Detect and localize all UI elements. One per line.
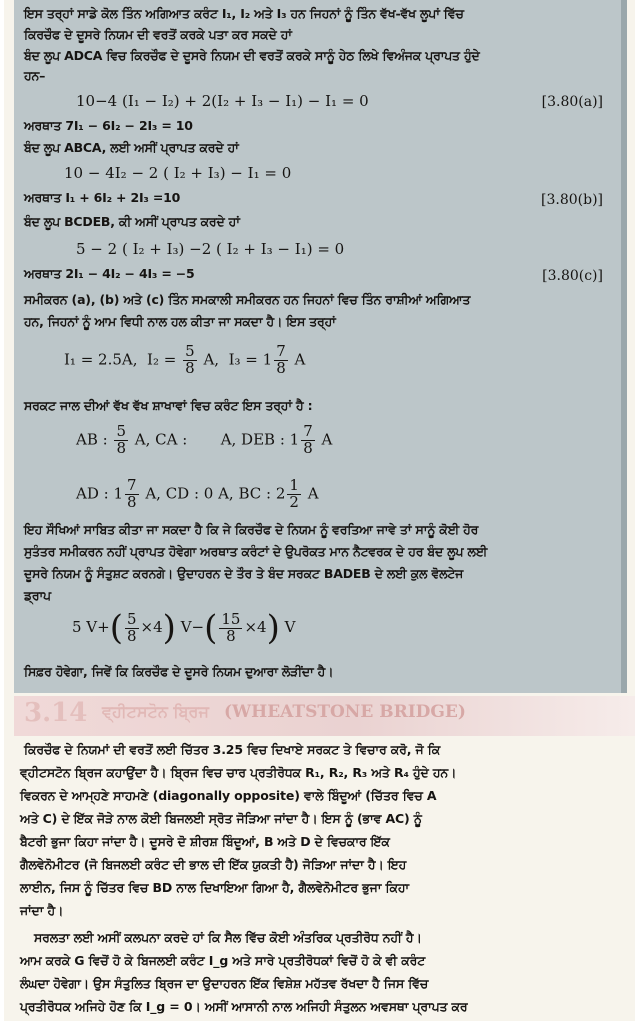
body-text-line: ਲਾਈਨ, ਜਿਸ ਨੂੰ ਚਿੱਤਰ ਵਿਚ BD ਨਾਲ ਦਿਖਾਇਆ ਗਿਆ ਹੈ, ਗੈਲਵੇਨੋਮੀਟਰ ਭੁਜਾ ਕਿਹਾ (20, 880, 409, 895)
section-number: 3.14 (24, 698, 88, 728)
fraction: $\frac{7}{8}$ (276, 342, 286, 377)
equation-tag: [3.80(a)] (541, 94, 603, 110)
fraction: $\frac{7}{8}$ (127, 476, 137, 511)
panel-text-line: ਬੰਦ ਲੂਪ ADCA ਵਿਚ ਕਿਰਚੌਫ ਦੇ ਦੂਸਰੇ ਨਿਯਮ ਦੀ ਵਰਤੋਂ ਕਰਕੇ ਸਾਨੂੰ ਹੇਠ ਲਿਖੇ ਵਿਅੰਜਕ ਪ੍ਰਾਪਤ ਹੁੰਦੇ (24, 48, 480, 63)
panel-text-line: ਬੰਦ ਲੂਪ ABCA, ਲਈ ਅਸੀਂ ਪ੍ਰਾਪਤ ਕਰਦੇ ਹਾਂ (24, 140, 239, 155)
panel-text-line: ਇਸ ਤਰ੍ਹਾਂ ਸਾਡੇ ਕੋਲ ਤਿੰਨ ਅਗਿਆਤ ਕਰੰਟ I₁, I₂ ਅਤੇ I₃ ਹਨ ਜਿਹਨਾਂ ਨੂੰ ਤਿੰਨ ਵੱਖ-ਵੱਖ ਲੂਪਾਂ ਵਿੱਚ (24, 6, 464, 21)
body-text-line: ਲੰਘਦਾ ਹੋਵੇਗਾ। ਉਸ ਸੰਤੁਲਿਤ ਬ੍ਰਿਜ ਦਾ ਉਦਾਹਰਨ ਇੱਕ ਵਿਸ਼ੇਸ਼ ਮਹੱਤਵ ਰੱਖਦਾ ਹੈ ਜਿਸ ਵਿੱਚ (20, 976, 429, 991)
body-text-line: ਜਾਂਦਾ ਹੈ। (20, 903, 64, 918)
fraction: $\frac{1}{2}$ (289, 476, 299, 511)
body-text-line: ਗੈਲਵੇਨੋਮੀਟਰ (ਜੋ ਬਿਜਲਈ ਕਰੰਟ ਦੀ ਭਾਲ ਦੀ ਇੱਕ ਯੁਕਤੀ ਹੈ) ਜੋੜਿਆ ਜਾਂਦਾ ਹੈ। ਇਹ (20, 857, 407, 872)
branch-currents-row2: AD : 1 $\frac{7}{8}$ A, CD : 0 A, BC : 2 $\frac{1}{2}$ A (76, 476, 319, 511)
body-text-line: ਕਿਰਚੌਫ ਦੇ ਨਿਯਮਾਂ ਦੀ ਵਰਤੋਂ ਲਈ ਚਿੱਤਰ 3.25 ਵਿਚ ਦਿਖਾਏ ਸਰਕਟ ਤੇ ਵਿਚਾਰ ਕਰੋ, ਜੋ ਕਿ (24, 742, 441, 757)
panel-text-line: ਬੰਦ ਲੂਪ BCDEB, ਕੀ ਅਸੀਂ ਪ੍ਰਾਪਤ ਕਰਦੇ ਹਾਂ (24, 214, 240, 229)
panel-text-line: ਹਨ, ਜਿਹਨਾਂ ਨੂੰ ਆਮ ਵਿਧੀ ਨਾਲ ਹਲ ਕੀਤਾ ਜਾ ਸਕਦਾ ਹੈ। ਇਸ ਤਰ੍ਹਾਂ (24, 314, 336, 329)
body-text-line: ਪ੍ਰਤੀਰੋਧਕ ਅਜਿਹੇ ਹੋਣ ਕਿ I_g = 0। ਅਸੀਂ ਆਸਾਨੀ ਨਾਲ ਅਜਿਹੀ ਸੰਤੁਲਨ ਅਵਸਥਾ ਪ੍ਰਾਪਤ ਕਰ (20, 999, 468, 1014)
equation-loop-adca: 10−4 (I₁ − I₂) + 2(I₂ + I₃ − I₁) − I₁ = 0 (76, 92, 369, 110)
body-text-line: ਅਤੇ C) ਦੇ ਇੱਕ ਜੋੜੇ ਨਾਲ ਕੋਈ ਬਿਜਲਈ ਸ੍ਰੋਤ ਜੋੜਿਆ ਜਾਂਦਾ ਹੈ। ਇਸ ਨੂੰ (ਭਾਵ AC) ਨੂੰ (20, 811, 422, 826)
solution-i2-label: I₂ = (147, 350, 177, 369)
equation-loop-abca: 10 − 4I₂ − 2 ( I₂ + I₃) − I₁ = 0 (64, 164, 292, 182)
panel-text-line: ਸਮੀਕਰਨ (a), (b) ਅਤੇ (c) ਤਿੰਨ ਸਮਕਾਲੀ ਸਮੀਕਰਨ ਹਨ ਜਿਹਨਾਂ ਵਿਚ ਤਿੰਨ ਰਾਸ਼ੀਆਂ ਅਗਿਆਤ (24, 292, 471, 307)
equation-tag: [3.80(b)] (541, 192, 603, 208)
panel-text-line: ਅਰਥਾਤ I₁ + 6I₂ + 2I₃ =10 (24, 190, 181, 205)
fraction: $\frac{5}{8}$ (185, 342, 195, 377)
solution-i3-label: I₃ = 1 (228, 350, 273, 369)
fraction: $\frac{7}{8}$ (303, 422, 313, 457)
section-title-punjabi: ਵ੍ਹੀਟਸਟੋਨ ਬ੍ਰਿਜ (102, 702, 209, 721)
panel-text-line: ਕਿਰਚੌਫ ਦੇ ਦੂਸਰੇ ਨਿਯਮ ਦੀ ਵਰਤੋਂ ਕਰਕੇ ਪਤਾ ਕਰ ਸਕਦੇ ਹਾਂ (24, 27, 292, 42)
panel-text-line: ਹਨ– (24, 68, 46, 83)
panel-text-line: ਸੁਤੰਤਰ ਸਮੀਕਰਨ ਨਹੀਂ ਪ੍ਰਾਪਤ ਹੋਵੇਗਾ ਅਰਥਾਤ ਕਰੰਟਾਂ ਦੇ ਉਪਰੋਕਤ ਮਾਨ ਨੈਟਵਰਕ ਦੇ ਹਰ ਬੰਦ ਲੂਪ ਲਈ (24, 544, 488, 559)
voltage-drop-expression: 5 V+( $\frac{5}{8}$ ×4) V−( $\frac{15}{8}$ ×4) V (72, 608, 296, 648)
fraction: $\frac{5}{8}$ (116, 422, 127, 457)
panel-text-line: ਡ੍ਰਾਪ (24, 588, 51, 603)
current-solutions: I₁ = 2.5A, I₂ = $\frac{5}{8}$ A, I₃ = 1 $\frac{7}{8}$ A (64, 342, 306, 377)
panel-text-line: ਸਰਕਟ ਜਾਲ ਦੀਆਂ ਵੱਖ ਵੱਖ ਸ਼ਾਖਾਵਾਂ ਵਿਚ ਕਰੰਟ ਇਸ ਤਰ੍ਹਾਂ ਹੈ : (24, 398, 313, 413)
body-text-line: ਸਰਲਤਾ ਲਈ ਅਸੀਂ ਕਲਪਨਾ ਕਰਦੇ ਹਾਂ ਕਿ ਸੈਲ ਵਿੱਚ ਕੋਈ ਅੰਤਰਿਕ ਪ੍ਰਤੀਰੋਧ ਨਹੀਂ ਹੈ। (34, 930, 422, 945)
solution-i1: I₁ = 2.5A, (64, 350, 138, 369)
body-text-line: ਬੈਟਰੀ ਭੁਜਾ ਕਿਹਾ ਜਾਂਦਾ ਹੈ। ਦੂਸਰੇ ਦੋ ਸ਼ੀਰਸ਼ ਬਿੰਦੂਆਂ, B ਅਤੇ D ਦੇ ਵਿਚਕਾਰ ਇੱਕ (20, 834, 390, 849)
panel-text-line: ਦੂਸਰੇ ਨਿਯਮ ਨੂੰ ਸੰਤੁਸ਼ਟ ਕਰਨਗੇ। ਉਦਾਹਰਨ ਦੇ ਤੌਰ ਤੇ ਬੰਦ ਸਰਕਟ BADEB ਦੇ ਲਈ ਕੁਲ ਵੋਲਟੇਜ (24, 566, 464, 581)
equation-tag: [3.80(c)] (542, 268, 603, 284)
section-title-english: (WHEATSTONE BRIDGE) (224, 702, 466, 722)
panel-text-line: ਅਰਥਾਤ 2I₁ − 4I₂ − 4I₃ = −5 (24, 266, 195, 281)
section-heading (14, 696, 635, 736)
panel-text-line: ਇਹ ਸੌਖਿਆਂ ਸਾਬਿਤ ਕੀਤਾ ਜਾ ਸਕਦਾ ਹੈ ਕਿ ਜੇ ਕਿਰਚੌਫ ਦੇ ਨਿਯਮ ਨੂੰ ਵਰਤਿਆ ਜਾਵੇ ਤਾਂ ਸਾਨੂੰ ਕੋਈ ਹੋਰ (24, 522, 479, 537)
worked-example-panel (14, 0, 627, 693)
fraction: $\frac{15}{8}$ (221, 609, 241, 645)
fraction: $\frac{5}{8}$ (126, 609, 137, 645)
body-text-line: ਵਿਕਰਨ ਦੇ ਆਮ੍ਹਣੇ ਸਾਹਮਣੇ (diagonally opposite) ਵਾਲੇ ਬਿੰਦੂਆਂ (ਚਿੱਤਰ ਵਿਚ A (20, 788, 437, 803)
panel-text-line: ਸਿਫ਼ਰ ਹੋਵੇਗਾ, ਜਿਵੇਂ ਕਿ ਕਿਰਚੌਫ ਦੇ ਦੂਸਰੇ ਨਿਯਮ ਦੁਆਰਾ ਲੋੜੀਂਦਾ ਹੈ। (24, 664, 334, 679)
branch-currents-row1: AB : $\frac{5}{8}$ A, CA : A, DEB : 1 $\frac{7}{8}$ A (76, 422, 333, 457)
body-text-line: ਆਮ ਕਰਕੇ G ਵਿਚੋਂ ਹੋ ਕੇ ਬਿਜਲਈ ਕਰੰਟ I_g ਅਤੇ ਸਾਰੇ ਪ੍ਰਤੀਰੋਧਕਾਂ ਵਿਚੋਂ ਹੋ ਕੇ ਵੀ ਕਰੰਟ (20, 953, 426, 968)
body-text-line: ਵ੍ਹੀਟਸਟੋਨ ਬ੍ਰਿਜ ਕਹਾਉਂਦਾ ਹੈ। ਬ੍ਰਿਜ ਵਿਚ ਚਾਰ ਪ੍ਰਤੀਰੋਧਕ R₁, R₂, R₃ ਅਤੇ R₄ ਹੁੰਦੇ ਹਨ। (20, 765, 457, 780)
page-left-edge (0, 0, 4, 1021)
panel-text-line: ਅਰਥਾਤ 7I₁ − 6I₂ − 2I₃ = 10 (24, 118, 193, 133)
equation-loop-bcdeb: 5 − 2 ( I₂ + I₃) −2 ( I₂ + I₃ − I₁) = 0 (76, 240, 345, 258)
